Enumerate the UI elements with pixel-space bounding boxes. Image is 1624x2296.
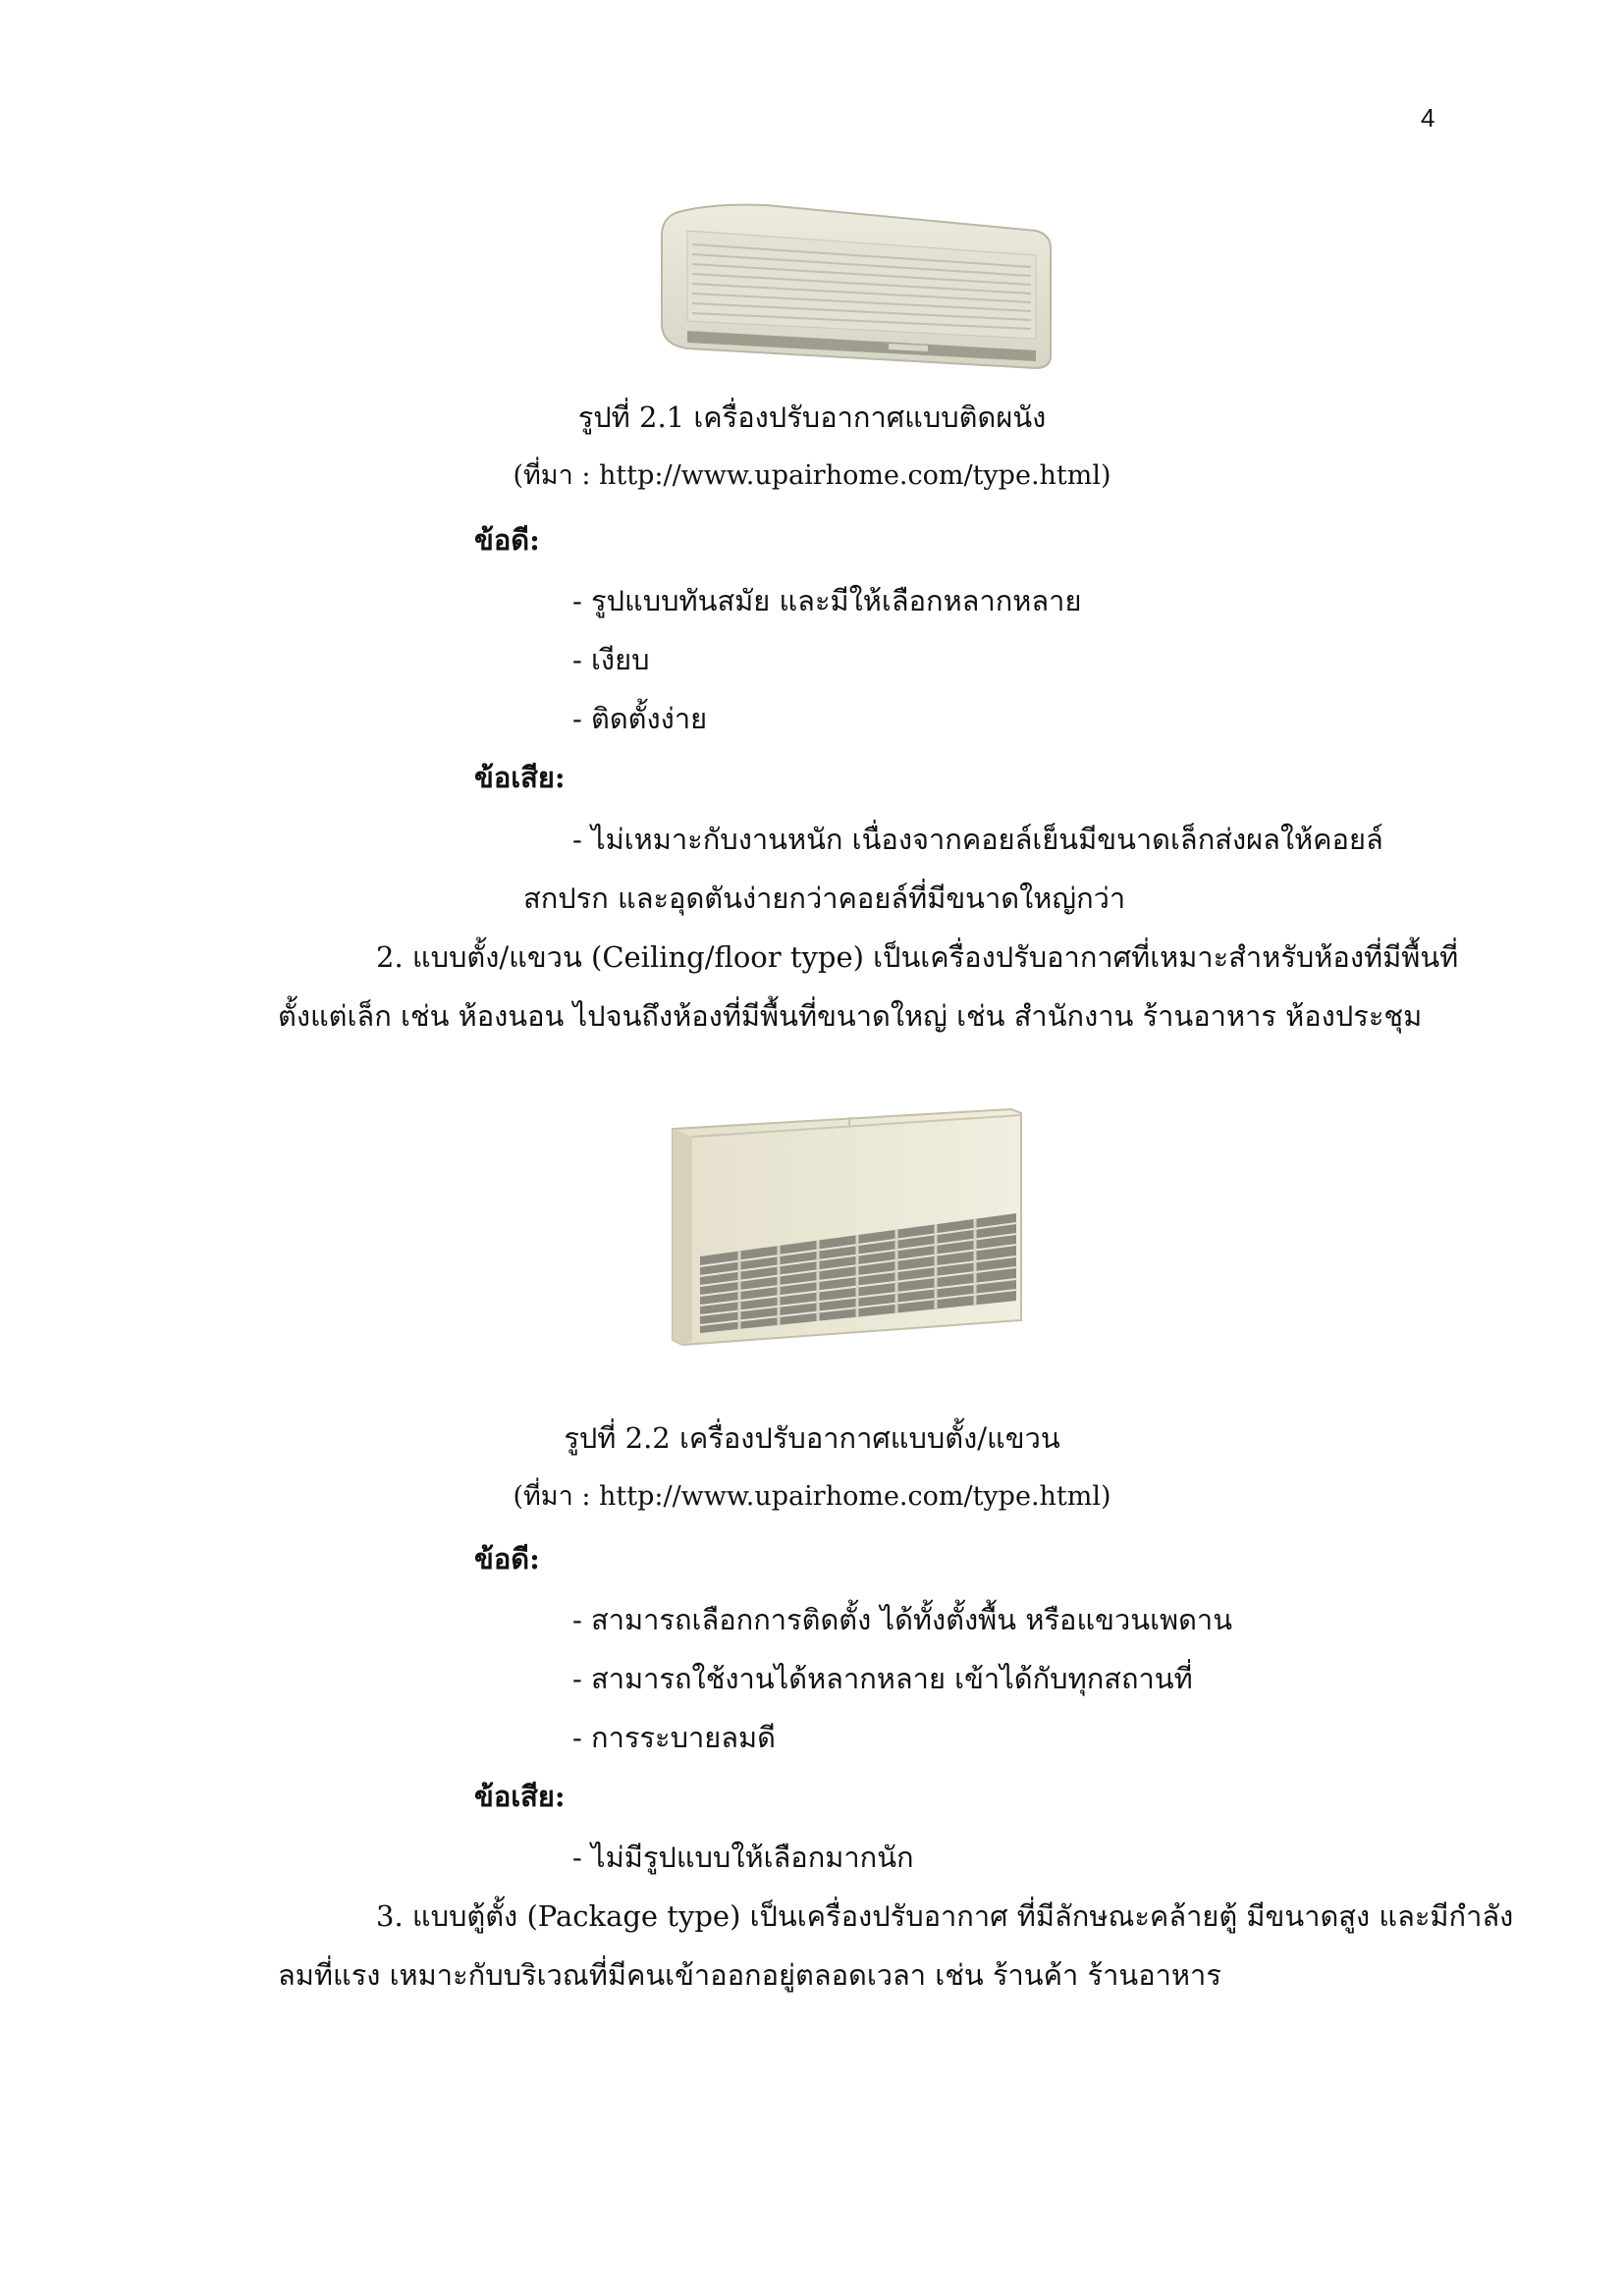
paragraph-line: ตั้งแต่เล็ก เช่น ห้องนอน ไปจนถึงห้องที่มีพื้นที่ขนาดใหญ่ เช่น สำนักงาน ร้านอาหาร ห้องประชุม (278, 999, 1423, 1033)
cons-item: - ไม่มีรูปแบบให้เลือกมากนัก (572, 1841, 914, 1874)
pros-heading: ข้อดี: (474, 523, 540, 557)
figure-caption: รูปที่ 2.1 เครื่องปรับอากาศแบบติดผนัง (577, 400, 1047, 434)
pros-item: - รูปแบบทันสมัย และมีให้เลือกหลากหลาย (572, 584, 1082, 617)
wall-air-conditioner-image (648, 201, 1060, 373)
paragraph-line: 2. แบบตั้ง/แขวน (Ceiling/floor type) เป็นเครื่องปรับอากาศที่เหมาะสำหรับห้องที่มีพื้นที่ (376, 940, 1459, 974)
pros-item: - ติดตั้งง่าย (572, 702, 708, 735)
pros-item: - เงียบ (572, 643, 650, 676)
ceiling-floor-air-conditioner-image (653, 1099, 1046, 1355)
figure-source: (ที่มา : http://www.upairhome.com/type.html) (513, 460, 1111, 491)
cons-heading: ข้อเสีย: (474, 1780, 566, 1813)
pros-heading: ข้อดี: (474, 1542, 540, 1575)
paragraph-line: 3. แบบตู้ตั้ง (Package type) เป็นเครื่องปรับอากาศ ที่มีลักษณะคล้ายตู้ มีขนาดสูง และมีกำลัง (376, 1899, 1514, 1933)
pros-item: - สามารถเลือกการติดตั้ง ได้ทั้งตั้งพื้น หรือแขวนเพดาน (572, 1603, 1233, 1636)
cons-heading: ข้อเสีย: (474, 761, 566, 794)
cons-item: - ไม่เหมาะกับงานหนัก เนื่องจากคอยล์เย็นมีขนาดเล็กส่งผลให้คอยล์ (572, 823, 1383, 856)
pros-item: - สามารถใช้งานได้หลากหลาย เข้าได้กับทุกสถานที่ (572, 1662, 1193, 1695)
figure-source: (ที่มา : http://www.upairhome.com/type.html) (513, 1481, 1111, 1512)
paragraph-line: ลมที่แรง เหมาะกับบริเวณที่มีคนเข้าออกอยู่ตลอดเวลา เช่น ร้านค้า ร้านอาหาร (278, 1958, 1221, 1992)
pros-item: - การระบายลมดี (572, 1721, 776, 1754)
figure-caption: รูปที่ 2.2 เครื่องปรับอากาศแบบตั้ง/แขวน (564, 1421, 1060, 1455)
page-number: 4 (1421, 103, 1435, 133)
cons-item-continued: สกปรก และอุดตันง่ายกว่าคอยล์ที่มีขนาดใหญ่กว่า (523, 881, 1126, 915)
